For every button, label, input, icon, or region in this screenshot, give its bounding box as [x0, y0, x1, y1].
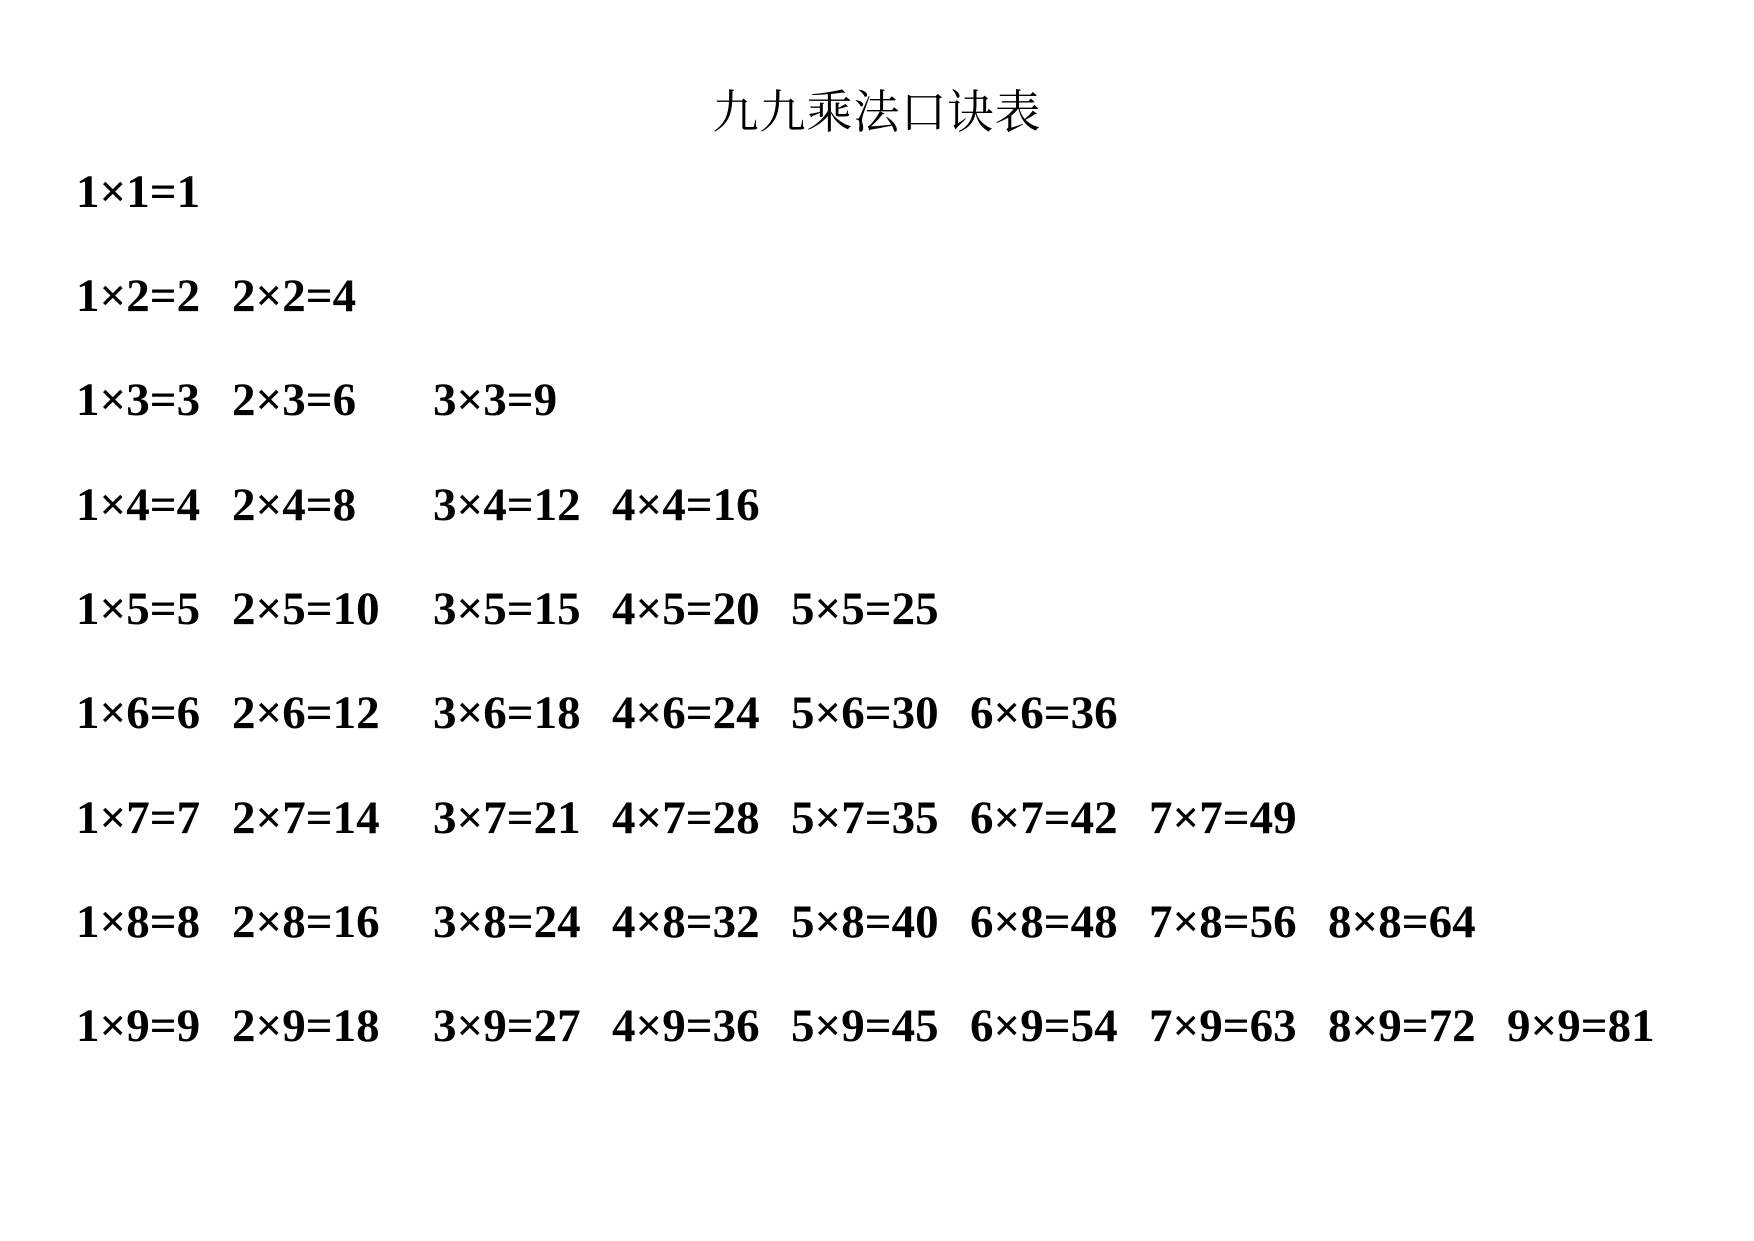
table-row — [0, 266, 1754, 326]
table-cell: 8×9=72 — [1328, 1000, 1476, 1052]
table-cell: 2×7=14 — [232, 792, 380, 844]
table-cell: 2×3=6 — [232, 374, 357, 426]
table-cell: 2×8=16 — [232, 896, 380, 948]
table-cell: 2×6=12 — [232, 687, 380, 739]
table-cell: 7×7=49 — [1149, 792, 1297, 844]
table-cell: 5×6=30 — [791, 687, 939, 739]
table-row — [0, 475, 1754, 535]
table-cell: 6×6=36 — [970, 687, 1118, 739]
table-row — [0, 579, 1754, 639]
table-cell: 7×9=63 — [1149, 1000, 1297, 1052]
table-cell: 4×7=28 — [612, 792, 760, 844]
table-cell: 2×4=8 — [232, 479, 357, 531]
table-cell: 5×9=45 — [791, 1000, 939, 1052]
table-cell: 1×1=1 — [76, 166, 201, 218]
table-cell: 5×8=40 — [791, 896, 939, 948]
table-cell: 6×7=42 — [970, 792, 1118, 844]
table-cell: 7×8=56 — [1149, 896, 1297, 948]
table-row — [0, 892, 1754, 952]
table-row — [0, 683, 1754, 743]
table-cell: 3×8=24 — [433, 896, 581, 948]
table-cell: 1×8=8 — [76, 896, 201, 948]
table-row — [0, 370, 1754, 430]
table-cell: 2×5=10 — [232, 583, 380, 635]
table-cell: 1×3=3 — [76, 374, 201, 426]
table-row — [0, 996, 1754, 1056]
table-cell: 6×9=54 — [970, 1000, 1118, 1052]
table-cell: 6×8=48 — [970, 896, 1118, 948]
table-cell: 4×6=24 — [612, 687, 760, 739]
table-cell: 1×2=2 — [76, 270, 201, 322]
table-cell: 1×4=4 — [76, 479, 201, 531]
table-row — [0, 788, 1754, 848]
table-cell: 4×9=36 — [612, 1000, 760, 1052]
table-cell: 9×9=81 — [1507, 1000, 1655, 1052]
table-cell: 3×6=18 — [433, 687, 581, 739]
table-cell: 3×5=15 — [433, 583, 581, 635]
table-cell: 3×9=27 — [433, 1000, 581, 1052]
table-cell: 4×4=16 — [612, 479, 760, 531]
table-cell: 5×5=25 — [791, 583, 939, 635]
table-cell: 2×2=4 — [232, 270, 357, 322]
table-cell: 2×9=18 — [232, 1000, 380, 1052]
table-cell: 1×7=7 — [76, 792, 201, 844]
table-cell: 1×6=6 — [76, 687, 201, 739]
table-cell: 3×4=12 — [433, 479, 581, 531]
page-title: 九九乘法口诀表 — [712, 85, 1042, 139]
table-cell: 1×9=9 — [76, 1000, 201, 1052]
table-row — [0, 162, 1754, 222]
table-cell: 4×8=32 — [612, 896, 760, 948]
table-cell: 3×3=9 — [433, 374, 558, 426]
table-cell: 8×8=64 — [1328, 896, 1476, 948]
table-cell: 4×5=20 — [612, 583, 760, 635]
table-cell: 3×7=21 — [433, 792, 581, 844]
table-cell: 5×7=35 — [791, 792, 939, 844]
table-cell: 1×5=5 — [76, 583, 201, 635]
